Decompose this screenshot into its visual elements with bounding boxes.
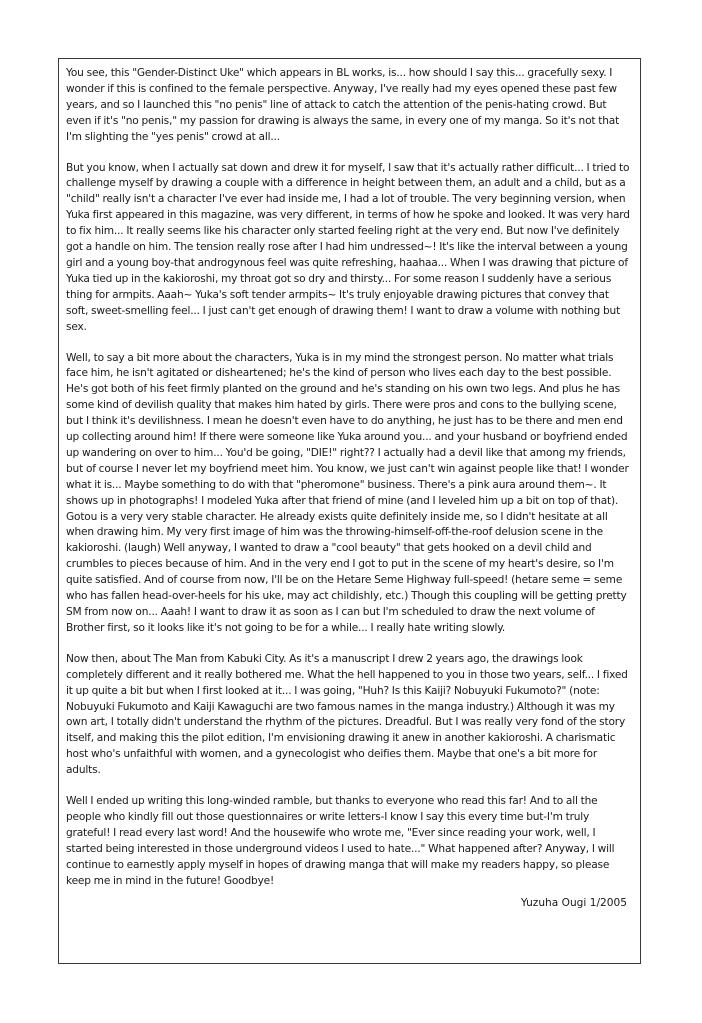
author-signature: Yuzuha Ougi 1/2005 [520,896,627,909]
paragraph-kabuki-city: Now then, about The Man from Kabuki City. As it's a manuscript I drew 2 years ago, the drawings look completely different and it really bothered me. What the hell happened to you in those two years, self... I fixed it up quite a bit but when I first looked at it... I was going, "Huh? Is this Kaiji? Nobuyuki Fukumoto?" (note: Nobuyuki Fukumoto and Kaiji Kawaguchi are two famous names in the manga industry.) Although it was my own art, I totally didn't understand the rhythm of the pictures. Dreadful. But I was really very fond of the story itself, and making this the pilot edition, I'm envisioning drawing it anew in another kakioroshi. A charismatic host who's unfaithful with women, and a gynecologist who deifies them. Maybe that one's a bit more for adults. [66,652,628,777]
paragraph-drawing-difficulty: But you know, when I actually sat down and drew it for myself, I saw that it's actually rather difficult... I tried to challenge myself by drawing a couple with a difference in height between them, an adult and a child, but as a "child" really isn't a character I've ever had inside me, I had a lot of trouble. The very beginning version, when Yuka first appeared in this magazine, was very different, in terms of how he spoke and looked. It was very hard to fix him... It really seems like his character only started feeling right at the very end. But now I've definitely got a handle on him. The tension really rose after I had him undressed~! It's like the interval between a young girl and a young boy-that androgynous feel was quite refreshing, haahaa... When I was drawing that picture of Yuka tied up in the kakioroshi, my throat got so dry and thirsty... For some reason I suddenly have a serious thing for armpits. Aaah~ Yuka's soft tender armpits~ It's truly enjoyable drawing pictures that convey that soft, sweet-smelling feel... I just can't get enough of drawing them! I want to draw a volume with nothing but sex. [66,161,630,333]
paragraph-characters: Well, to say a bit more about the characters, Yuka is in my mind the strongest person. No matter what trials face him, he isn't agitated or disheartened; he's the kind of person who lives each day to the best possible. He's got both of his feet firmly planted on the ground and he's standing on his own two legs. And plus he has some kind of devilish quality that makes him hated by girls. There were pros and cons to the bullying scene, but I think it's devilishness. I mean he doesn't even have to do anything, he just has to be there and men end up collecting around him! If there were someone like Yuka around you... and your husband or boyfriend ended up wandering on over to him... You'd be going, "DIE!" right?? I actually had a devil like that among my friends, but of course I never let my boyfriend meet him. You know, we just can't win against people like that! I wonder what it is... Maybe something to do with that "pheromone" business. There's a pink aura around them~. It shows up in photographs! I modeled Yuka after that friend of mine (and I leveled him up a bit on top of that). Gotou is a very very stable character. He already exists quite definitely inside me, so I didn't hesitate at all when drawing him. My very first image of him was the throwing-himself-off-the-roof delusion scene in the kakioroshi. (laugh) Well anyway, I wanted to draw a "cool beauty" that gets hooked on a devil child and crumbles to pieces because of him. And in the very end I got to put in the scene of my heart's desire, so I'm quite satisfied. And of course from now, I'll be on the Hetare Seme Highway full-speed! (hetare seme = seme who has fallen head-over-heels for his uke, may act childishly, etc.) Though this coupling will be getting pretty SM from now on... Aaah! I want to draw it as soon as I can but I'm scheduled to draw the next volume of Brother first, so it looks like it's not going to be for a while... I really hate writing slowly. [66,351,629,634]
text-frame [58,58,641,964]
paragraph-thanks: Well I ended up writing this long-winded ramble, but thanks to everyone who read this far! And to all the people who kindly fill out those questionnaires or write letters-I know I say this every time but-I'm truly grateful! I read every last word! And the housewife who wrote me, "Ever since reading your work, well, I started being interested in those underground videos I used to hate..." What happened after? Anyway, I will continue to earnestly apply myself in hopes of drawing manga that will make my readers happy, so please keep me in mind in the future! Goodbye! [66,795,615,887]
paragraph-gender-distinct-uke: You see, this "Gender-Distinct Uke" which appears in BL works, is... how should I say this... gracefully sexy. I wonder if this is confined to the female perspective. Anyway, I've really had my eyes opened these past few years, and so I launched this "no penis" line of attack to catch the attention of the penis-hating crowd. But even if it's "no penis," my passion for drawing is always the same, in every one of my manga. So it's not that I'm slighting the "yes penis" crowd at all... [66,67,620,143]
